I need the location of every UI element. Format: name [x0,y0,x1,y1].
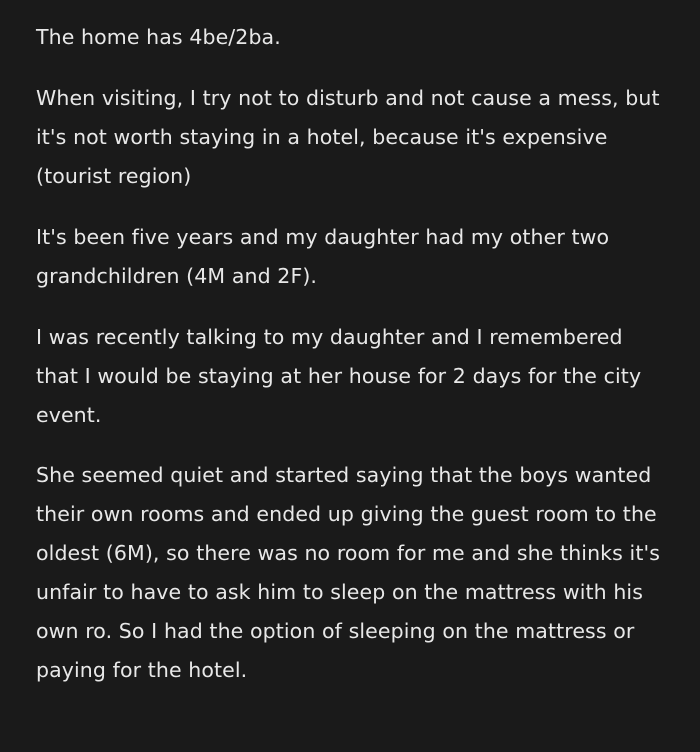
paragraph-1: The home has 4be/2ba. [36,25,281,49]
paragraph-5: She seemed quiet and started saying that the boys wanted their own rooms and ended up giving the guest room to the oldest (6M), so there was no room for me and she thinks it's unfair to have to ask him to sleep on the mattress with his own ro. So I had the option of sleeping on the mattress or paying for the hotel. [36,463,660,683]
paragraph-3: It's been five years and my daughter had my other two grandchildren (4M and 2F). [36,224,610,288]
paragraph-4: I was recently talking to my daughter and I remembered that I would be staying at her house for 2 days for the city event. [36,324,642,427]
paragraph-2: When visiting, I try not to disturb and not cause a mess, but it's not worth staying in a hotel, because it's expensive (tourist region) [36,85,660,188]
